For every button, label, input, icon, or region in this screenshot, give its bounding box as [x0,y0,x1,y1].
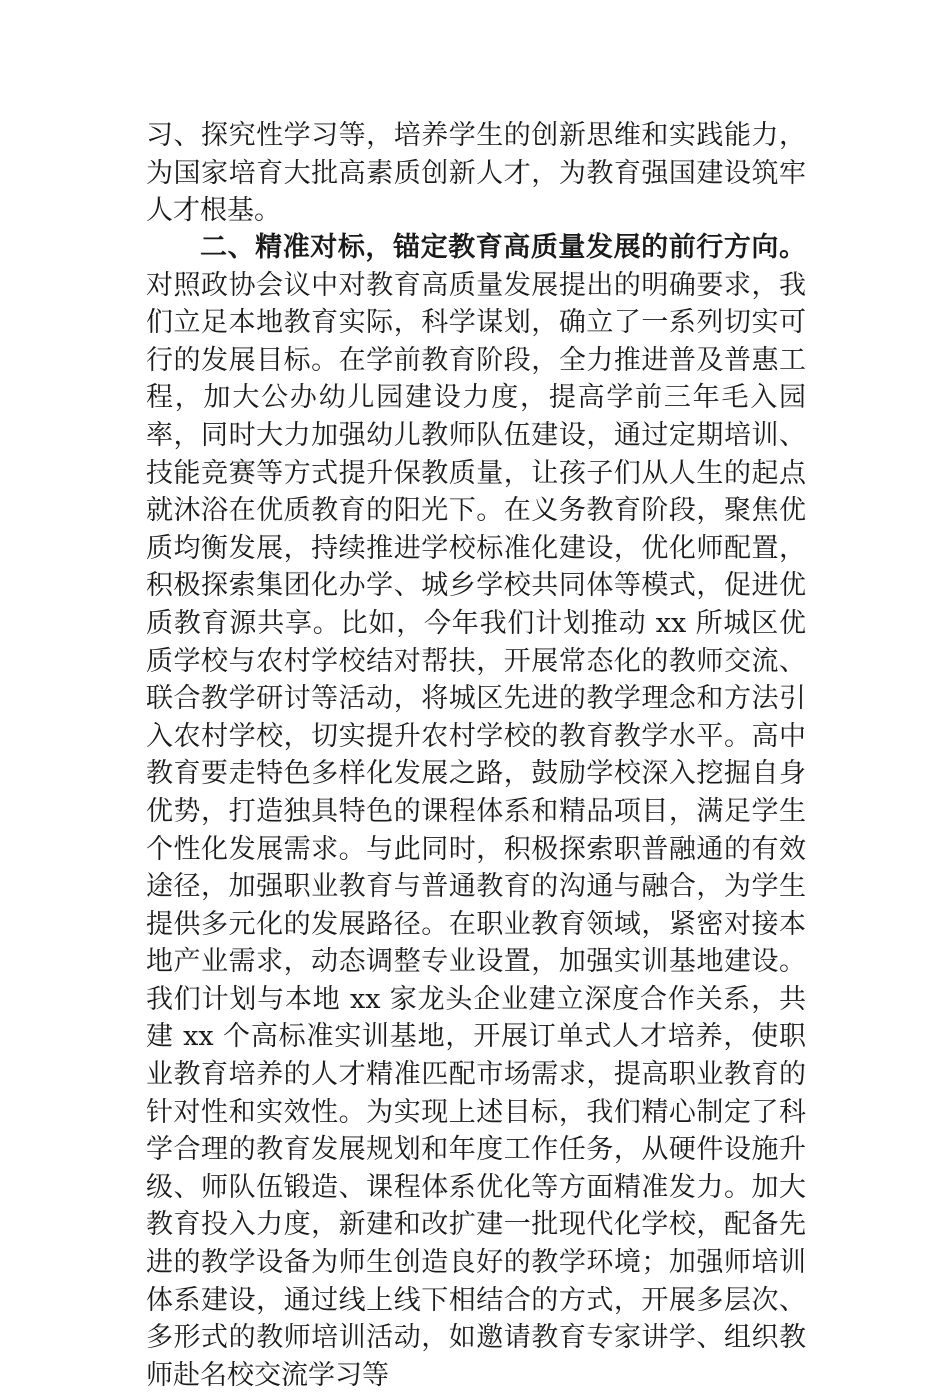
paragraph-text: 习、探究性学习等，培养学生的创新思维和实践能力，为国家培育大批高素质创新人才，为教育强国建设筑牢人才根基。 [146,120,806,227]
section-heading: 二、精准对标，锚定教育高质量发展的前行方向。 [200,232,806,263]
paragraph-section-two [146,229,806,1394]
paragraph-text: 对照政协会议中对教育高质量发展提出的明确要求，我们立足本地教育实际，科学谋划，确立了一系列切实可行的发展目标。在学前教育阶段，全力推进普及普惠工程，加大公办幼儿园建设力度，提高学前三年毛入园率，同时大力加强幼儿教师队伍建设，通过定期培训、技能竞赛等方式提升保教质量，让孩子们从人生的起点就沐浴在优质教育的阳光下。在义务教育阶段，聚焦优质均衡发展，持续推进学校标准化建设，优化师配置，积极探索集团化办学、城乡学校共同体等模式，促进优质教育源共享。比如，今年我们计划推动 xx 所城区优质学校与农村学校结对帮扶，开展常态化的教师交流、联合教学研讨等活动，将城区先进的教学理念和方法引入农村学校，切实提升农村学校的教育教学水平。高中教育要走特色多样化发展之路，鼓励学校深入挖掘自身优势，打造独具特色的课程体系和精品项目，满足学生个性化发展需求。与此同时，积极探索职普融通的有效途径，加强职业教育与普通教育的沟通与融合，为学生提供多元化的发展路径。在职业教育领域，紧密对接本地产业需求，动态调整专业设置，加强实训基地建设。我们计划与本地 xx 家龙头企业建立深度合作关系，共建 xx 个高标准实训基地，开展订单式人才培养，使职业教育培养的人才精准匹配市场需求，提高职业教育的针对性和实效性。为实现上述目标，我们精心制定了科学合理的教育发展规划和年度工作任务，从硬件设施升级、师队伍锻造、课程体系优化等方面精准发力。加大教育投入力度，新建和改扩建一批现代化学校，配备先进的教学设备为师生创造良好的教学环境；加强师培训体系建设，通过线上线下相结合的方式，开展多层次、多形式的教师培训活动，如邀请教育专家讲学、组织教师赴名校交流学习等 [146,269,806,1391]
paragraph-continuation [146,117,806,230]
